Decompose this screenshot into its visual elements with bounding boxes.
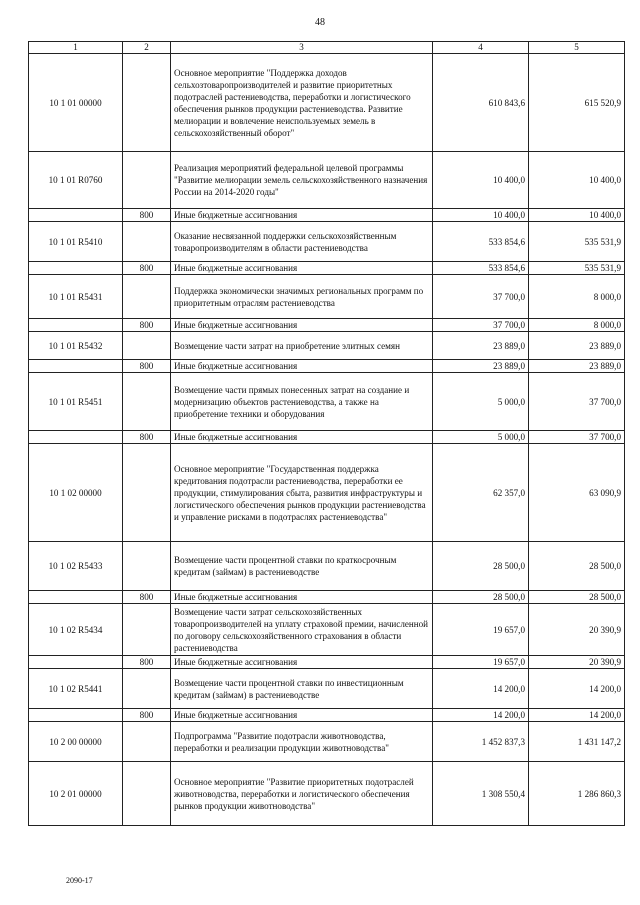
item-name: Иные бюджетные ассигнования <box>171 591 433 604</box>
amount-col5: 37 700,0 <box>529 431 625 444</box>
amount-col5: 1 431 147,2 <box>529 722 625 762</box>
budget-code: 10 1 01 R5451 <box>29 373 123 431</box>
item-name: Основное мероприятие "Государственная поддержка кредитования подотрасли растениеводства, переработки ее продукции, стимулирования сбыта, развития инфраструктуры и логистического обеспечения рынков продукции растениеводства и управление рисками в подотраслях растениеводства" <box>171 444 433 542</box>
item-name: Возмещение части процентной ставки по краткосрочным кредитам (займам) в растениеводстве <box>171 542 433 591</box>
amount-col4: 19 657,0 <box>433 656 529 669</box>
budget-code <box>29 262 123 275</box>
column-header: 5 <box>529 42 625 54</box>
item-name: Иные бюджетные ассигнования <box>171 360 433 373</box>
budget-code <box>29 431 123 444</box>
amount-col4: 610 843,6 <box>433 54 529 152</box>
column-header: 1 <box>29 42 123 54</box>
amount-col5: 37 700,0 <box>529 373 625 431</box>
item-name: Иные бюджетные ассигнования <box>171 319 433 332</box>
table-row <box>29 591 625 604</box>
expense-type: 800 <box>123 431 171 444</box>
amount-col4: 37 700,0 <box>433 319 529 332</box>
item-name: Возмещение части процентной ставки по инвестиционным кредитам (займам) в растениеводстве <box>171 669 433 709</box>
expense-type <box>123 222 171 262</box>
table-row <box>29 360 625 373</box>
table-row <box>29 209 625 222</box>
item-name: Подпрограмма "Развитие подотрасли животноводства, переработки и реализации продукции животноводства" <box>171 722 433 762</box>
amount-col5: 8 000,0 <box>529 275 625 319</box>
budget-code <box>29 319 123 332</box>
item-name: Возмещение части прямых понесенных затрат на создание и модернизацию объектов растениеводства, а также на приобретение техники и оборудования <box>171 373 433 431</box>
budget-code: 10 1 01 R5410 <box>29 222 123 262</box>
expense-type: 800 <box>123 319 171 332</box>
table-row <box>29 152 625 209</box>
budget-code <box>29 709 123 722</box>
footer-code: 2090-17 <box>66 876 93 885</box>
expense-type <box>123 54 171 152</box>
expense-type: 800 <box>123 209 171 222</box>
budget-code: 10 1 02 R5433 <box>29 542 123 591</box>
table-row <box>29 54 625 152</box>
budget-code <box>29 209 123 222</box>
table-row <box>29 669 625 709</box>
expense-type <box>123 604 171 656</box>
amount-col4: 10 400,0 <box>433 152 529 209</box>
expense-type <box>123 722 171 762</box>
expense-type: 800 <box>123 656 171 669</box>
amount-col5: 14 200,0 <box>529 669 625 709</box>
budget-code: 10 1 01 00000 <box>29 54 123 152</box>
amount-col4: 10 400,0 <box>433 209 529 222</box>
table-row <box>29 542 625 591</box>
table-row <box>29 319 625 332</box>
amount-col5: 20 390,9 <box>529 656 625 669</box>
item-name: Оказание несвязанной поддержки сельскохозяйственным товаропроизводителям в области растениеводства <box>171 222 433 262</box>
amount-col4: 23 889,0 <box>433 360 529 373</box>
table-row <box>29 332 625 360</box>
budget-code: 10 1 02 R5441 <box>29 669 123 709</box>
table-row <box>29 222 625 262</box>
expense-type <box>123 373 171 431</box>
amount-col4: 28 500,0 <box>433 591 529 604</box>
expense-type <box>123 275 171 319</box>
amount-col4: 28 500,0 <box>433 542 529 591</box>
expense-type <box>123 762 171 826</box>
item-name: Реализация мероприятий федеральной целевой программы "Развитие мелиорации земель сельскохозяйственного назначения России на 2014-2020 годы" <box>171 152 433 209</box>
item-name: Основное мероприятие "Поддержка доходов сельхозтоваропроизводителей и развитие приоритетных подотраслей растениеводства, переработки и логистического обеспечения рынков продукции растениеводства. Развитие мелиорации и вовлечение неиспользуемых земель в сельскохозяйственный оборот" <box>171 54 433 152</box>
item-name: Основное мероприятие "Развитие приоритетных подотраслей животноводства, переработки и логистического обеспечения рынков продукции животноводства" <box>171 762 433 826</box>
amount-col4: 23 889,0 <box>433 332 529 360</box>
amount-col5: 28 500,0 <box>529 591 625 604</box>
item-name: Иные бюджетные ассигнования <box>171 656 433 669</box>
item-name: Иные бюджетные ассигнования <box>171 209 433 222</box>
amount-col5: 63 090,9 <box>529 444 625 542</box>
amount-col4: 533 854,6 <box>433 222 529 262</box>
table-row <box>29 722 625 762</box>
amount-col5: 8 000,0 <box>529 319 625 332</box>
amount-col4: 14 200,0 <box>433 669 529 709</box>
expense-type <box>123 669 171 709</box>
amount-col4: 5 000,0 <box>433 431 529 444</box>
item-name: Иные бюджетные ассигнования <box>171 431 433 444</box>
budget-code <box>29 360 123 373</box>
budget-code: 10 1 01 R5432 <box>29 332 123 360</box>
item-name: Иные бюджетные ассигнования <box>171 709 433 722</box>
budget-code: 10 1 02 R5434 <box>29 604 123 656</box>
column-header: 4 <box>433 42 529 54</box>
amount-col5: 20 390,9 <box>529 604 625 656</box>
amount-col4: 14 200,0 <box>433 709 529 722</box>
item-name: Иные бюджетные ассигнования <box>171 262 433 275</box>
table-row <box>29 709 625 722</box>
column-header: 3 <box>171 42 433 54</box>
table-row <box>29 444 625 542</box>
amount-col4: 533 854,6 <box>433 262 529 275</box>
item-name: Поддержка экономически значимых региональных программ по приоритетным отраслям растениеводства <box>171 275 433 319</box>
table-row <box>29 275 625 319</box>
amount-col5: 10 400,0 <box>529 209 625 222</box>
expense-type: 800 <box>123 360 171 373</box>
expense-type <box>123 542 171 591</box>
expense-type: 800 <box>123 262 171 275</box>
amount-col4: 19 657,0 <box>433 604 529 656</box>
amount-col5: 23 889,0 <box>529 360 625 373</box>
table-row <box>29 373 625 431</box>
amount-col5: 10 400,0 <box>529 152 625 209</box>
amount-col4: 1 308 550,4 <box>433 762 529 826</box>
item-name: Возмещение части затрат сельскохозяйственных товаропроизводителей на уплату страховой премии, начисленной по договору сельскохозяйственного страхования в области растениеводства <box>171 604 433 656</box>
budget-code: 10 1 01 R5431 <box>29 275 123 319</box>
amount-col5: 535 531,9 <box>529 222 625 262</box>
amount-col5: 28 500,0 <box>529 542 625 591</box>
expense-type <box>123 444 171 542</box>
amount-col4: 62 357,0 <box>433 444 529 542</box>
table-row <box>29 762 625 826</box>
table-row <box>29 431 625 444</box>
expense-type <box>123 332 171 360</box>
item-name: Возмещение части затрат на приобретение элитных семян <box>171 332 433 360</box>
amount-col4: 37 700,0 <box>433 275 529 319</box>
amount-col5: 615 520,9 <box>529 54 625 152</box>
amount-col5: 1 286 860,3 <box>529 762 625 826</box>
expense-type <box>123 152 171 209</box>
budget-code: 10 1 02 00000 <box>29 444 123 542</box>
budget-code: 10 2 01 00000 <box>29 762 123 826</box>
table-row <box>29 604 625 656</box>
amount-col5: 23 889,0 <box>529 332 625 360</box>
expense-type: 800 <box>123 591 171 604</box>
budget-code <box>29 591 123 604</box>
budget-table <box>28 41 625 826</box>
expense-type: 800 <box>123 709 171 722</box>
table-row <box>29 656 625 669</box>
budget-code: 10 2 00 00000 <box>29 722 123 762</box>
budget-code <box>29 656 123 669</box>
page-number: 48 <box>315 17 325 28</box>
amount-col5: 535 531,9 <box>529 262 625 275</box>
column-header: 2 <box>123 42 171 54</box>
amount-col5: 14 200,0 <box>529 709 625 722</box>
amount-col4: 1 452 837,3 <box>433 722 529 762</box>
table-row <box>29 262 625 275</box>
table-header-row <box>29 42 625 54</box>
budget-code: 10 1 01 R0760 <box>29 152 123 209</box>
amount-col4: 5 000,0 <box>433 373 529 431</box>
